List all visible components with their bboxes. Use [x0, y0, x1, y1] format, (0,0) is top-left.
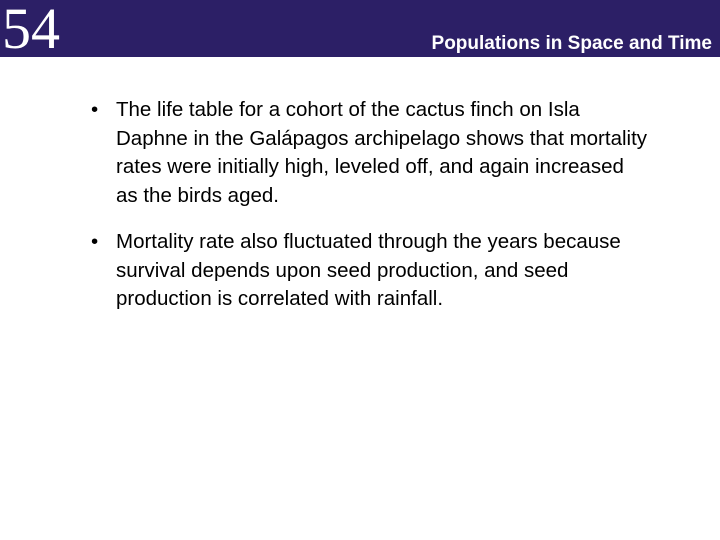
slide-title: Populations in Space and Time — [431, 33, 712, 54]
bullet-item — [91, 228, 651, 314]
bullet-list — [91, 96, 651, 332]
bullet-text: The life table for a cohort of the cactus finch on Isla Daphne in the Galápagos archipelago shows that mortality rates were initially high, leveled off, and again increased as the birds aged. — [116, 98, 648, 207]
bullet-text: Mortality rate also fluctuated through the years because survival depends upon seed production, and seed production is correlated with rainfall. — [116, 230, 621, 310]
bullet-dot-icon: • — [91, 230, 99, 253]
bullet-item — [91, 96, 651, 210]
chapter-number: 54 — [2, 0, 60, 61]
header-bar — [0, 0, 720, 61]
bullet-dot-icon: • — [91, 98, 99, 121]
